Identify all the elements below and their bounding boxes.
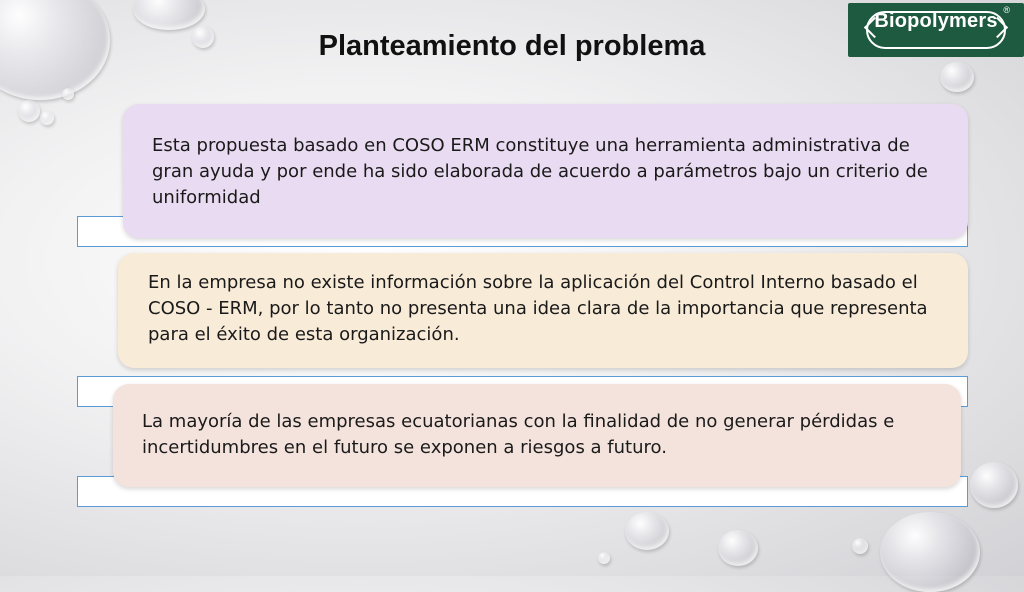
registered-mark: ® xyxy=(1003,5,1010,15)
card-text: La mayoría de las empresas ecuatorianas con la finalidad de no generar pérdidas e incertidumbres en el futuro se exponen a riesgos a futuro. xyxy=(142,411,895,458)
water-drop-decoration xyxy=(852,538,868,554)
water-drop-decoration xyxy=(133,0,205,30)
water-drop-decoration xyxy=(18,100,40,122)
water-drop-decoration xyxy=(718,530,758,566)
water-drop-decoration xyxy=(40,111,54,125)
card-text: En la empresa no existe información sobre la aplicación del Control Interno basado el COSO - ERM, por lo tanto no presenta una idea clara de la importancia que representa para el éxito de esta organización. xyxy=(148,272,928,345)
logo-text: Biopolymers xyxy=(874,10,998,32)
problem-card-ecuadorian-companies xyxy=(113,384,961,487)
water-drop-decoration xyxy=(970,462,1018,508)
water-drop-decoration xyxy=(880,512,980,592)
water-drop-decoration xyxy=(62,88,74,100)
water-drop-decoration xyxy=(625,512,669,550)
biopolymers-logo xyxy=(848,3,1024,57)
water-drop-decoration xyxy=(940,62,974,92)
slide-title: Planteamiento del problema xyxy=(318,30,706,62)
water-drop-decoration xyxy=(598,552,610,564)
card-text: Esta propuesta basado en COSO ERM constituye una herramienta administrativa de gran ayuda y por ende ha sido elaborada de acuerdo a parámetros bajo un criterio de uniformidad xyxy=(152,135,928,208)
problem-card-coso-erm-proposal xyxy=(123,104,968,238)
problem-card-internal-control xyxy=(118,253,968,368)
